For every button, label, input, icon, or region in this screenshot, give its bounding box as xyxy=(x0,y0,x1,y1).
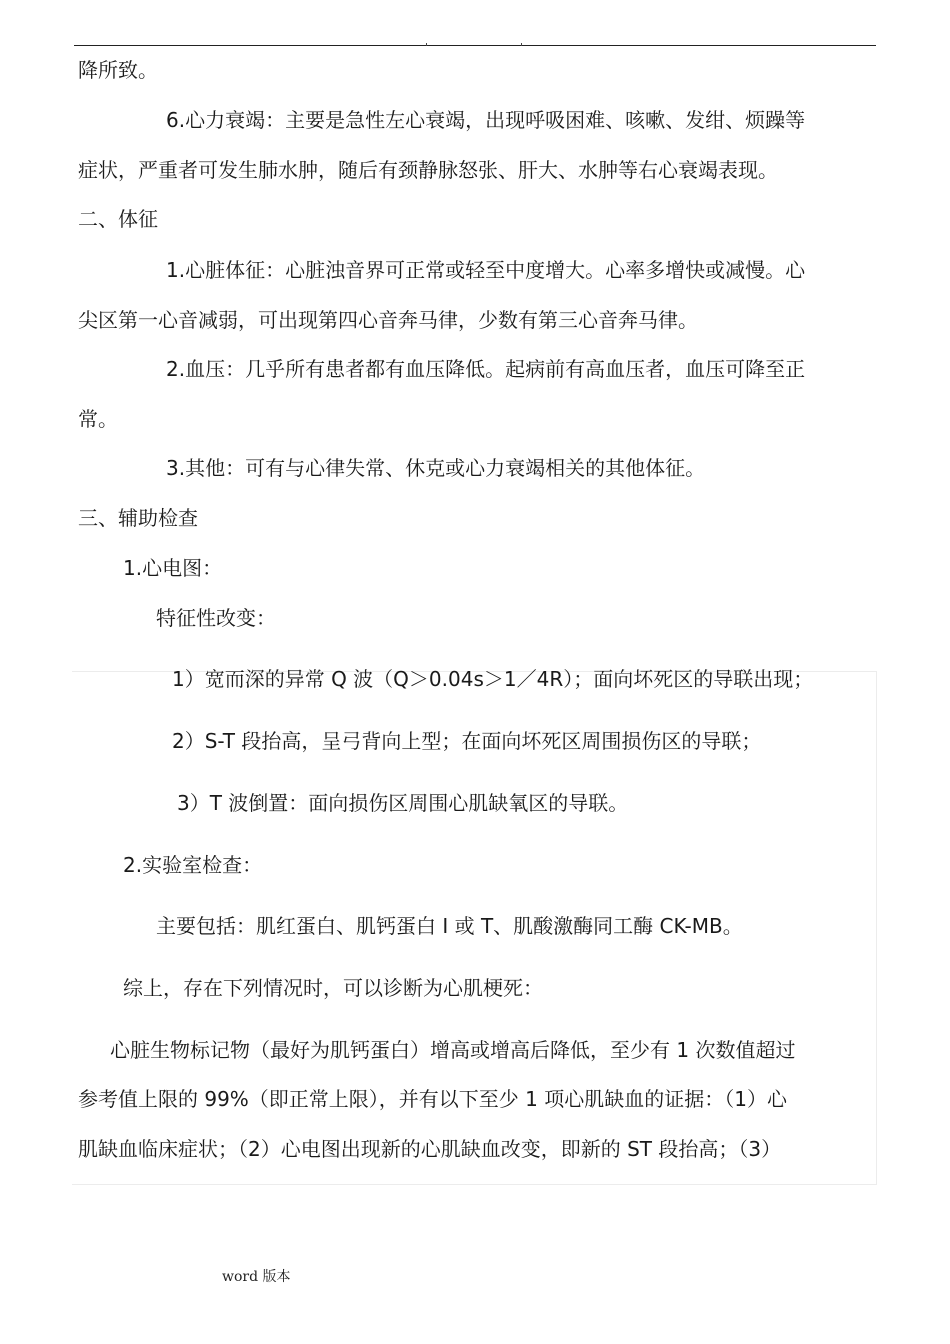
text-line: 主要包括：肌红蛋白、肌钙蛋白 I 或 T、肌酸激酶同工酶 CK-MB。 xyxy=(156,914,743,938)
text-line: 参考值上限的 99%（即正常上限），并有以下至少 1 项心肌缺血的证据：（1）心 xyxy=(78,1087,787,1111)
text-line: 1.心脏体征：心脏浊音界可正常或轻至中度增大。心率多增快或减慢。心 xyxy=(166,258,806,282)
text-line: 尖区第一心音减弱，可出现第四心音奔马律，少数有第三心音奔马律。 xyxy=(78,308,698,332)
list-item: 1）宽而深的异常 Q 波（Q＞0.04s＞1／4R）；面向坏死区的导联出现； xyxy=(172,667,814,691)
text-line: 肌缺血临床症状；（2）心电图出现新的心肌缺血改变，即新的 ST 段抬高；（3） xyxy=(78,1137,782,1161)
text-line: 常。 xyxy=(78,407,118,431)
text-line: 3.其他：可有与心律失常、休克或心力衰竭相关的其他体征。 xyxy=(166,456,706,480)
section-heading: 二、体征 xyxy=(78,207,158,231)
header-tick xyxy=(521,43,522,46)
header-rule xyxy=(74,45,876,46)
subsection-heading: 2.实验室检查： xyxy=(123,853,263,877)
subsection-heading: 1.心电图： xyxy=(123,556,223,580)
text-line: 综上，存在下列情况时，可以诊断为心肌梗死： xyxy=(123,976,543,1000)
text-line: 降所致。 xyxy=(78,58,158,82)
text-line: 6.心力衰竭：主要是急性左心衰竭，出现呼吸困难、咳嗽、发绀、烦躁等 xyxy=(166,108,806,132)
section-heading: 三、辅助检查 xyxy=(78,506,198,530)
header-tick xyxy=(426,43,427,46)
text-line: 心脏生物标记物（最好为肌钙蛋白）增高或增高后降低，至少有 1 次数值超过 xyxy=(110,1038,796,1062)
text-line: 特征性改变： xyxy=(156,606,276,630)
text-line: 2.血压：几乎所有患者都有血压降低。起病前有高血压者，血压可降至正 xyxy=(166,357,806,381)
text-line: 症状，严重者可发生肺水肿，随后有颈静脉怒张、肝大、水肿等右心衰竭表现。 xyxy=(78,158,778,182)
list-item: 3）T 波倒置：面向损伤区周围心肌缺氧区的导联。 xyxy=(177,791,629,815)
page-footer: word 版本 xyxy=(222,1269,291,1285)
list-item: 2）S-T 段抬高，呈弓背向上型；在面向坏死区周围损伤区的导联； xyxy=(172,729,762,753)
